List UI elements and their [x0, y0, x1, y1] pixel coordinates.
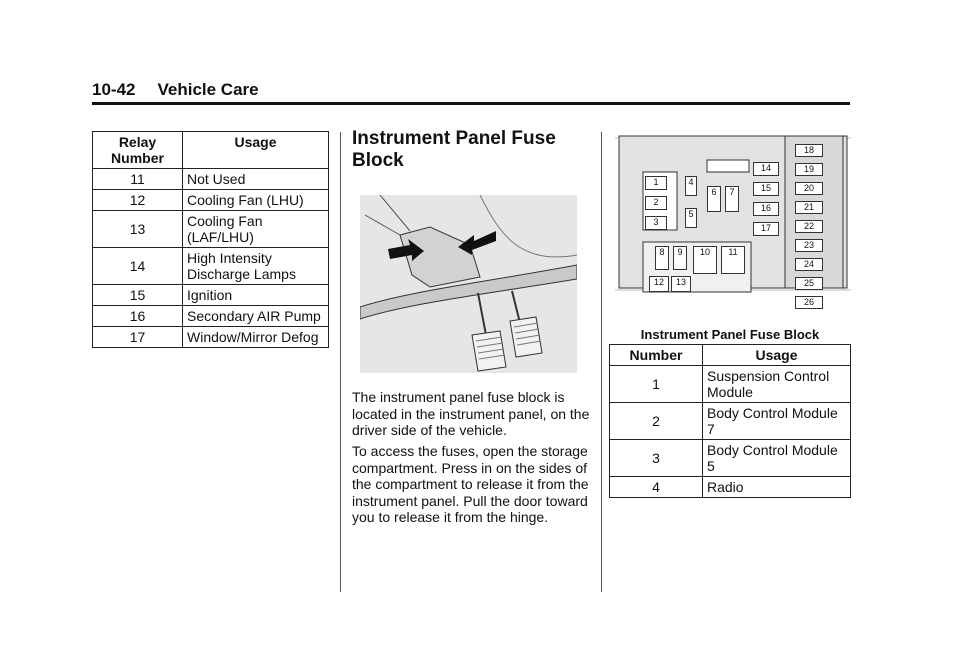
pedal-area-drawing — [360, 195, 577, 373]
fuse-slot: 21 — [795, 201, 823, 214]
table-row — [610, 403, 851, 440]
relay-number: 16 — [93, 306, 183, 327]
relay-usage: Cooling Fan (LAF/LHU) — [183, 211, 329, 248]
fuse-usage: Suspension Control Module — [703, 366, 851, 403]
paragraph: The instrument panel fuse block is located in the instrument panel, on the driver side of the vehicle. — [352, 389, 590, 438]
table-header-row — [610, 345, 851, 366]
fuse-slot: 5 — [685, 208, 697, 228]
fuse-usage: Body Control Module 7 — [703, 403, 851, 440]
fuse-slot: 22 — [795, 220, 823, 233]
fuse-slot: 18 — [795, 144, 823, 157]
fuse-slot: 9 — [673, 246, 687, 270]
table-row — [93, 169, 329, 190]
relay-slot: 11 — [721, 246, 745, 274]
table-row — [610, 440, 851, 477]
relay-number: 15 — [93, 285, 183, 306]
fuse-slot: 4 — [685, 176, 697, 196]
fuse-slot: 1 — [645, 176, 667, 190]
relay-usage: Ignition — [183, 285, 329, 306]
fuse-slot: 7 — [725, 186, 739, 212]
fuse-slot: 6 — [707, 186, 721, 212]
fuse-table — [609, 344, 851, 498]
fuse-slot: 20 — [795, 182, 823, 195]
fuse-block-diagram — [615, 130, 851, 320]
figure-caption: Instrument Panel Fuse Block — [640, 327, 820, 342]
table-row — [93, 248, 329, 285]
chapter-title: Vehicle Care — [157, 80, 259, 99]
column-divider — [340, 132, 341, 592]
fuse-slot: 23 — [795, 239, 823, 252]
fuse-number: 1 — [610, 366, 703, 403]
fuse-slot: 19 — [795, 163, 823, 176]
fuse-usage: Radio — [703, 477, 851, 498]
table-row — [610, 366, 851, 403]
paragraph: To access the fuses, open the storage compartment. Press in on the sides of the compartment to release it from the instrument panel. Pull the door toward you to release it from the hinge. — [352, 443, 589, 525]
table-row — [93, 211, 329, 248]
fuse-usage: Body Control Module 5 — [703, 440, 851, 477]
fuse-slot: 16 — [753, 202, 779, 216]
fuse-slot: 14 — [753, 162, 779, 176]
fuse-slot: 26 — [795, 296, 823, 309]
fuse-number: 2 — [610, 403, 703, 440]
fuse-slot: 25 — [795, 277, 823, 290]
fuse-number: 3 — [610, 440, 703, 477]
fuse-number: 4 — [610, 477, 703, 498]
column-header: Relay Number — [93, 132, 183, 169]
column-header: Usage — [183, 132, 329, 169]
section-title: Instrument Panel Fuse Block — [352, 128, 556, 171]
fuse-slot: 8 — [655, 246, 669, 270]
relay-number: 17 — [93, 327, 183, 348]
relay-usage: Window/Mirror Defog — [183, 327, 329, 348]
table-row — [93, 285, 329, 306]
column-header: Usage — [703, 345, 851, 366]
relay-number: 12 — [93, 190, 183, 211]
fuse-slot: 13 — [671, 276, 691, 292]
fuse-slot: 12 — [649, 276, 669, 292]
table-row — [610, 477, 851, 498]
fuse-slot: 2 — [645, 196, 667, 210]
relay-usage: Secondary AIR Pump — [183, 306, 329, 327]
relay-number: 13 — [93, 211, 183, 248]
fuse-slot: 17 — [753, 222, 779, 236]
relay-slot: 10 — [693, 246, 717, 274]
table-row — [93, 306, 329, 327]
table-row — [93, 327, 329, 348]
relay-table — [92, 131, 329, 348]
fuse-slot: 3 — [645, 216, 667, 230]
table-header-row — [93, 132, 329, 169]
relay-usage: Not Used — [183, 169, 329, 190]
relay-usage: High Intensity Discharge Lamps — [183, 248, 329, 285]
header-rule — [92, 102, 850, 105]
column-header: Number — [610, 345, 703, 366]
relay-number: 14 — [93, 248, 183, 285]
relay-usage: Cooling Fan (LHU) — [183, 190, 329, 211]
table-row — [93, 190, 329, 211]
page-header — [92, 80, 259, 100]
column-divider — [601, 132, 602, 592]
relay-number: 11 — [93, 169, 183, 190]
dashboard-illustration — [360, 195, 577, 373]
fuse-slot: 24 — [795, 258, 823, 271]
fuse-slot: 15 — [753, 182, 779, 196]
page-number: 10-42 — [92, 80, 136, 99]
